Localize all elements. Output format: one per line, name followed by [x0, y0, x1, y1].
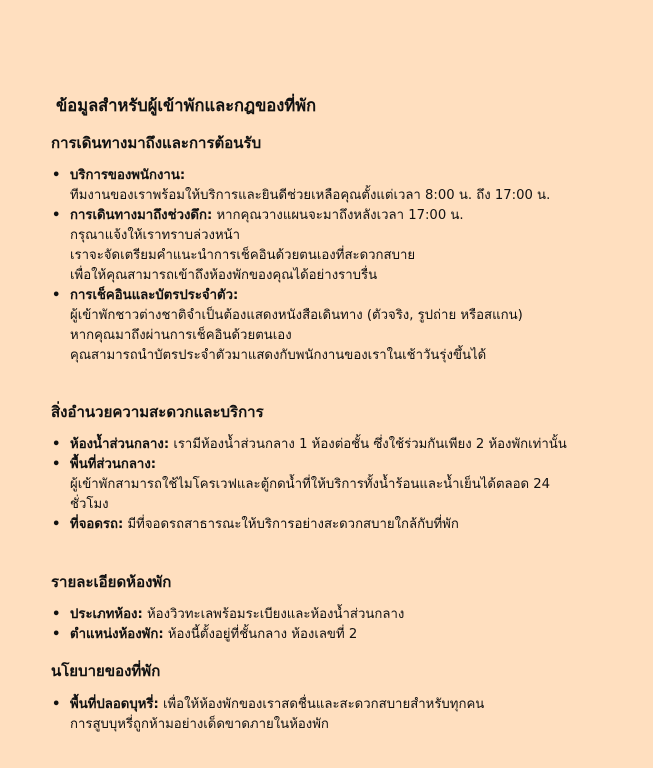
item-text-line: หากคุณมาถึงผ่านการเช็คอินด้วยตนเอง — [70, 328, 292, 343]
bullet: • — [52, 517, 61, 532]
list-item-non-smoking — [52, 695, 582, 735]
list-item-staff-service — [52, 166, 582, 206]
section-heading-room: รายละเอียดห้องพัก — [51, 573, 172, 591]
item-text: มีที่จอดรถสาธารณะให้บริการอย่างสะดวกสบายใกล้กับที่พัก — [123, 517, 459, 532]
item-text: หากคุณวางแผนจะมาถึงหลังเวลา 17:00 น. — [212, 208, 464, 223]
list-item-room-type — [52, 605, 582, 625]
item-label: ประเภทห้อง: — [70, 607, 143, 622]
bullet: • — [52, 457, 61, 472]
item-text-line: ผู้เข้าพักชาวต่างชาติจำเป็นต้องแสดงหนังสือเดินทาง (ตัวจริง, รูปถ่าย หรือสแกน) — [70, 308, 523, 323]
page-right-border — [653, 0, 657, 768]
list-item-parking — [52, 515, 582, 535]
item-text: ทีมงานของเราพร้อมให้บริการและยินดีช่วยเหลือคุณตั้งแต่เวลา 8:00 น. ถึง 17:00 น. — [70, 188, 551, 203]
section-heading-amenities: สิ่งอำนวยความสะดวกและบริการ — [51, 403, 264, 421]
item-text: ห้องวิวทะเลพร้อมระเบียงและห้องน้ำส่วนกลาง — [142, 607, 405, 622]
room-list — [52, 605, 582, 645]
section-heading-arrival: การเดินทางมาถึงและการต้อนรับ — [51, 134, 262, 152]
item-text-line: เราจะจัดเตรียมคำแนะนำการเช็คอินด้วยตนเองที่สะดวกสบาย — [70, 248, 416, 263]
item-label: ห้องน้ำส่วนกลาง: — [70, 437, 170, 452]
bullet: • — [52, 168, 61, 183]
bullet: • — [52, 627, 61, 642]
item-text-line: กรุณาแจ้งให้เราทราบล่วงหน้า — [70, 228, 241, 243]
section-heading-policy: นโยบายของที่พัก — [51, 662, 161, 680]
list-item-checkin-id — [52, 286, 582, 366]
item-label: ตำแหน่งห้องพัก: — [70, 627, 164, 642]
list-item-late-arrival — [52, 206, 582, 286]
amenities-list — [52, 435, 582, 535]
arrival-list — [52, 166, 582, 366]
item-text: ผู้เข้าพักสามารถใช้ไมโครเวฟและตู้กดน้ำที่ให้บริการทั้งน้ำร้อนและน้ำเย็นได้ตลอด 24 ชั่วโมง — [70, 477, 551, 512]
item-text: เพื่อให้ห้องพักของเราสดชื่นและสะดวกสบายสำหรับทุกคน — [158, 697, 485, 712]
item-label: การเช็คอินและบัตรประจำตัว: — [70, 288, 239, 303]
item-label: การเดินทางมาถึงช่วงดึก: — [70, 208, 213, 223]
item-text-line: การสูบบุหรี่ถูกห้ามอย่างเด็ดขาดภายในห้องพัก — [70, 717, 329, 732]
item-text-line: เพื่อให้คุณสามารถเข้าถึงห้องพักของคุณได้อย่างราบรื่น — [70, 268, 378, 283]
document-title: ข้อมูลสำหรับผู้เข้าพักและกฎของที่พัก — [56, 96, 317, 115]
policy-list — [52, 695, 582, 735]
bullet: • — [52, 607, 61, 622]
bullet: • — [52, 288, 61, 303]
item-label: พื้นที่ส่วนกลาง: — [70, 457, 157, 472]
list-item-shared-bathroom — [52, 435, 582, 455]
item-text-line: คุณสามารถนำบัตรประจำตัวมาแสดงกับพนักงานของเราในเช้าวันรุ่งขึ้นได้ — [70, 348, 487, 363]
item-label: ที่จอดรถ: — [70, 517, 124, 532]
list-item-room-location — [52, 625, 582, 645]
item-text: เรามีห้องน้ำส่วนกลาง 1 ห้องต่อชั้น ซึ่งใช้ร่วมกันเพียง 2 ห้องพักเท่านั้น — [169, 437, 567, 452]
bullet: • — [52, 208, 61, 223]
list-item-common-area — [52, 455, 582, 515]
item-label: พื้นที่ปลอดบุหรี่: — [70, 697, 159, 712]
item-label: บริการของพนักงาน: — [70, 168, 186, 183]
item-text: ห้องนี้ตั้งอยู่ที่ชั้นกลาง ห้องเลขที่ 2 — [163, 627, 358, 642]
bullet: • — [52, 697, 61, 712]
bullet: • — [52, 437, 61, 452]
